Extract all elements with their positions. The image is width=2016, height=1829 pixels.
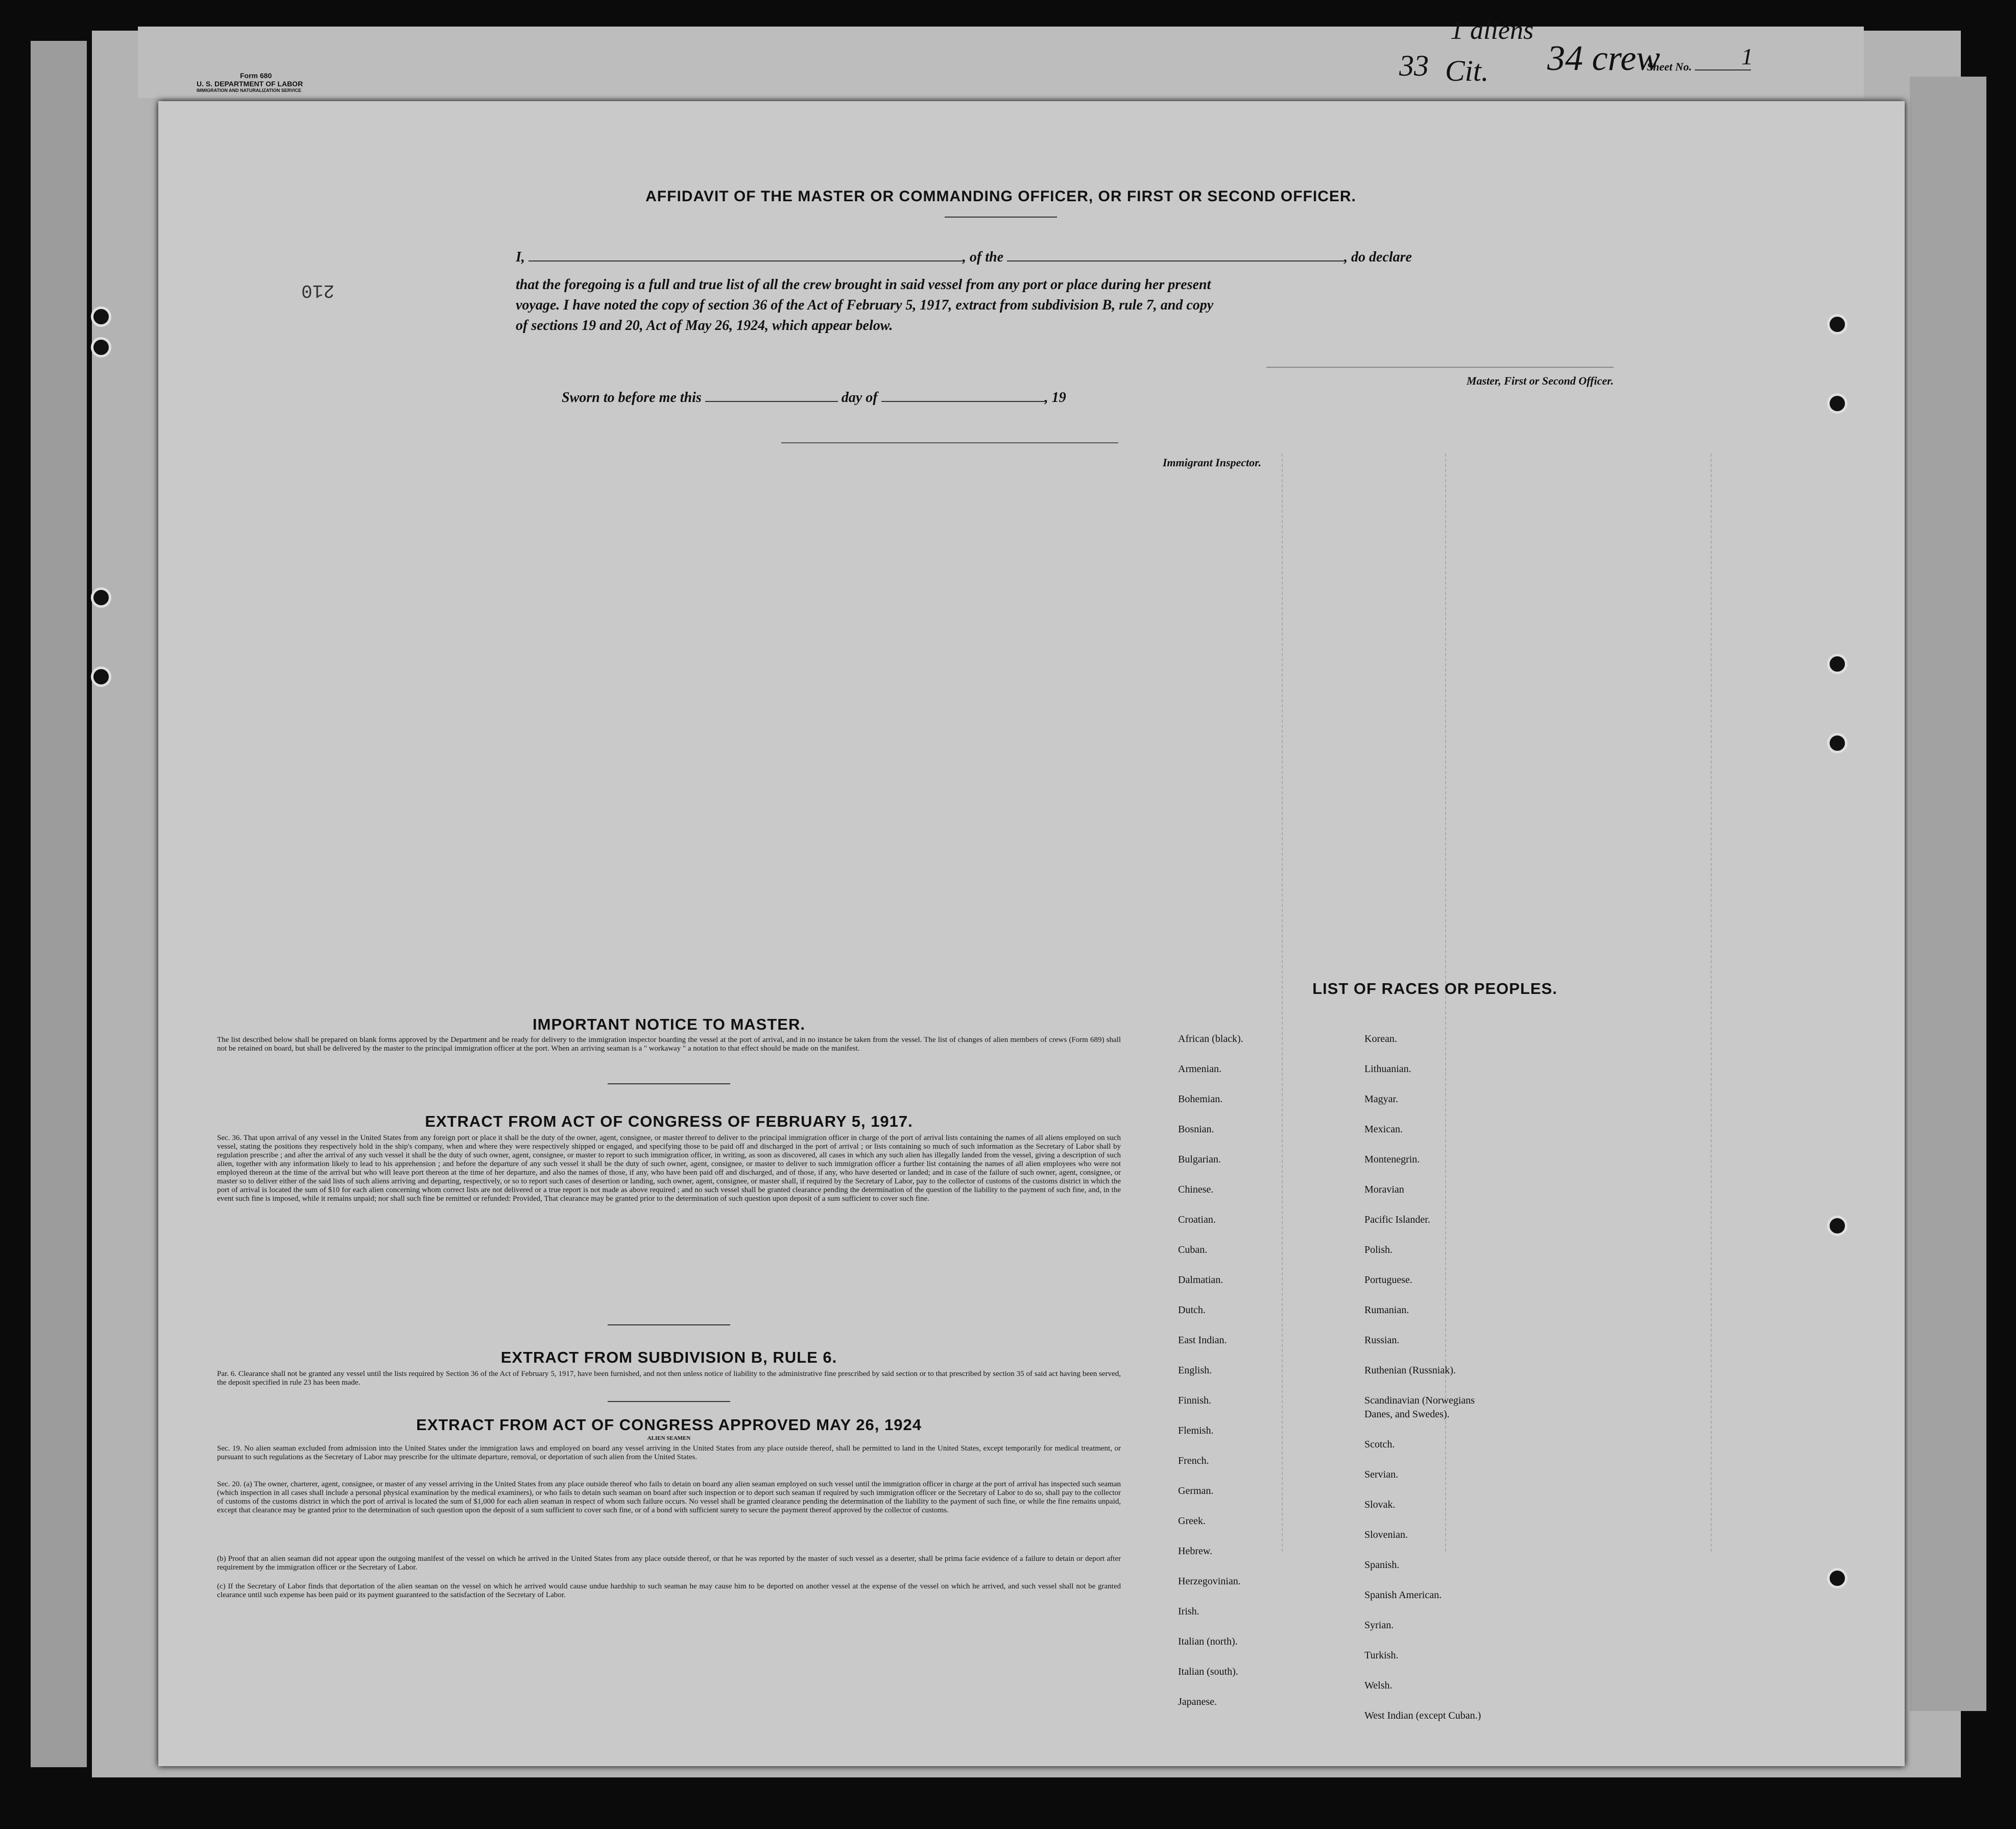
declarant-name-field[interactable] — [529, 260, 963, 262]
declare-label: , do declare — [1344, 249, 1412, 265]
race-entry: Bulgarian. — [1178, 1154, 1221, 1165]
race-entry: Rumanian. — [1364, 1304, 1409, 1316]
race-entry: Japanese. — [1178, 1696, 1217, 1707]
handwritten-cit: Cit. — [1445, 54, 1489, 87]
statement-line-3: of sections 19 and 20, Act of May 26, 1924, which appear below. — [516, 318, 893, 334]
race-entry: Spanish. — [1364, 1559, 1400, 1571]
notice-body: The list described below shall be prepared on blank forms approved by the Department and be ready for delivery to the immigration inspector boarding the vessel at the port of arrival, and in no instance be taken from the vessel. The list of changes of alien members of crews (Form 689) shall not be retained on board, but shall be delivered by the master to the principal immigration officer at the port. When an arriving seaman is a " workaway " a notation to that effect should be made on the manifest. — [217, 1036, 1121, 1053]
race-entry: Irish. — [1178, 1606, 1199, 1617]
race-entry: Syrian. — [1364, 1620, 1394, 1631]
handwritten-aliens-note: 1 aliens — [1450, 16, 1534, 45]
binder-hole — [1827, 733, 1847, 753]
extract-1924-sec19: Sec. 19. No alien seaman excluded from admission into the United States under the immigration laws and employed on board any vessel arriving in the United States from any place outside thereof, shall be permitted to land in the United States, except temporarily for medical treatment, or pursuant to such regulations as the Secretary of Labor may prescribe for the ultimate departure, removal, or deportation of such alien from the United States. — [217, 1444, 1121, 1461]
inspector-caption: Immigrant Inspector. — [1162, 456, 1261, 469]
race-entry: Pacific Islander. — [1364, 1214, 1430, 1225]
race-entry: Scotch. — [1364, 1439, 1395, 1450]
race-entry: Herzegovinian. — [1178, 1576, 1241, 1587]
race-entry: Russian. — [1364, 1335, 1400, 1346]
notice-rule — [608, 1083, 730, 1084]
race-entry: Italian (south). — [1178, 1666, 1238, 1677]
bleed-through-column-1 — [1282, 454, 1385, 1552]
race-entry: Lithuanian. — [1364, 1063, 1411, 1075]
i-label: I, — [516, 249, 525, 265]
handwritten-sheet-number: 1 — [1741, 43, 1753, 69]
sheet-number-label: Sheet No. — [1647, 60, 1751, 74]
race-entry: English. — [1178, 1365, 1212, 1376]
race-entry: Danes, and Swedes). — [1364, 1409, 1450, 1420]
binder-hole — [1827, 1568, 1847, 1588]
race-entry: Italian (north). — [1178, 1636, 1238, 1647]
race-entry: Cuban. — [1178, 1244, 1208, 1255]
of-the-label: , of the — [962, 249, 1004, 265]
race-entry: German. — [1178, 1485, 1214, 1497]
race-entry: Portuguese. — [1364, 1274, 1412, 1286]
race-entry: Croatian. — [1178, 1214, 1216, 1225]
extract-1924-subtitle: ALIEN SEAMEN — [647, 1435, 691, 1441]
race-entry: Moravian — [1364, 1184, 1404, 1195]
day-of-label: day of — [841, 390, 878, 406]
race-entry: Servian. — [1364, 1469, 1399, 1480]
bleed-through-column-3 — [1711, 454, 1865, 1552]
race-entry: French. — [1178, 1455, 1209, 1466]
vessel-name-field[interactable] — [1007, 260, 1344, 262]
race-entry: Slovenian. — [1364, 1529, 1408, 1540]
race-entry: Montenegrin. — [1364, 1154, 1420, 1165]
race-entry: Korean. — [1364, 1033, 1397, 1044]
service-name: IMMIGRATION AND NATURALIZATION SERVICE — [197, 88, 301, 93]
race-entry: Flemish. — [1178, 1425, 1214, 1436]
sworn-label: Sworn to before me this — [562, 390, 702, 406]
binder-hole — [91, 306, 111, 327]
notice-title: IMPORTANT NOTICE TO MASTER. — [533, 1015, 805, 1033]
sworn-month-field[interactable] — [881, 400, 1045, 402]
affidavit-statement — [516, 275, 1639, 336]
binder-hole — [1827, 654, 1847, 674]
binder-hole — [1827, 393, 1847, 414]
inspector-signature-line — [781, 442, 1118, 443]
extract-1924-sec20c: (c) If the Secretary of Labor finds that deportation of the alien seaman on the vessel on which he arrived would cause undue hardship to such seaman he may cause him to be deported on another vessel at the expense of the vessel on which he arrived, and such vessel shall not be granted clearance until such expense has been paid or its payment guaranteed to the satisfaction of the Secretary of Labor. — [217, 1582, 1121, 1599]
race-entry: Scandinavian (Norwegians — [1364, 1395, 1475, 1406]
subdivision-rule — [608, 1401, 730, 1402]
race-entry: Turkish. — [1364, 1650, 1399, 1661]
sworn-line — [562, 390, 1328, 406]
race-entry: Finnish. — [1178, 1395, 1212, 1406]
extract-1917-rule — [608, 1324, 730, 1325]
race-entry: Bohemian. — [1178, 1094, 1223, 1105]
race-entry: Polish. — [1364, 1244, 1393, 1255]
signature-caption: Master, First or Second Officer. — [1466, 374, 1614, 387]
race-entry: Dalmatian. — [1178, 1274, 1223, 1286]
signature-line — [1266, 367, 1614, 368]
race-entry: Magyar. — [1364, 1094, 1399, 1105]
extract-1924-sec20b: (b) Proof that an alien seaman did not appear upon the outgoing manifest of the vessel on which he arrived in the United States from any place outside thereof, or that he was reported by the master of such vessel as a deserter, shall be prima facie evidence of a failure to detain or deport after requirement by the immigration officer or the Secretary of Labor. — [217, 1555, 1121, 1572]
bleed-through-column-2 — [1445, 454, 1650, 1552]
binder-hole — [91, 587, 111, 608]
race-entry: Spanish American. — [1364, 1589, 1442, 1601]
statement-line-2: voyage. I have noted the copy of section 36 of the Act of February 5, 1917, extract from subdivision B, rule 7, and copy — [516, 297, 1214, 313]
extract-1917-title: EXTRACT FROM ACT OF CONGRESS OF FEBRUARY 5, 1917. — [425, 1112, 913, 1130]
department-name: U. S. DEPARTMENT OF LABOR — [197, 80, 303, 88]
race-entry: Welsh. — [1364, 1680, 1393, 1691]
affidavit-title-rule — [945, 217, 1057, 218]
form-number: Form 680 — [240, 72, 272, 80]
binder-hole — [91, 667, 111, 687]
race-entry: Greek. — [1178, 1515, 1206, 1527]
race-entry: Bosnian. — [1178, 1124, 1214, 1135]
binder-hole — [1827, 1216, 1847, 1236]
race-entry: Chinese. — [1178, 1184, 1214, 1195]
year-label: , 19 — [1044, 390, 1066, 406]
race-entry: West Indian (except Cuban.) — [1364, 1710, 1481, 1721]
race-entry: Mexican. — [1364, 1124, 1403, 1135]
handwritten-crew-count: 34 crew — [1547, 39, 1660, 78]
races-title: LIST OF RACES OR PEOPLES. — [1312, 980, 1557, 997]
subdivision-body: Par. 6. Clearance shall not be granted any vessel until the lists required by Section 36 of the Act of February 5, 1917, have been furnished, and not then unless notice of liability to the administrative fine prescribed by said section or to that prescribed by section 35 of said act having been served, the deposit specified in rule 23 has been made. — [217, 1370, 1121, 1387]
sworn-day-field[interactable] — [705, 400, 838, 402]
race-entry: Ruthenian (Russniak). — [1364, 1365, 1456, 1376]
declarant-line — [516, 249, 1639, 266]
race-entry: East Indian. — [1178, 1335, 1227, 1346]
extract-1917-body: Sec. 36. That upon arrival of any vessel in the United States from any foreign port or place it shall be the duty of the owner, agent, consignee, or master thereof to deliver to the principal immigration officer in charge of the port of arrival lists containing the names of all aliens employed on such vessel, stating the positions they respectively hold in the ship's company, when and where they were respectively shipped or engaged, and specifying those to be paid off and discharged in the port of arrival ; or lists containing so much of such information as the Secretary of Labor shall by regulation prescribe ; and after the arrival of any such vessel it shall be the duty of such owner, agent, consignee, or master to report to such immigration officer, in writing, as soon as discovered, all cases in which any such alien has illegally landed from the vessel, giving a description of such alien, together with any information likely to lead to his apprehension ; and before the departure of any such vessel it shall be the duty of such owner, agent, consignee, or master to deliver to such immigration officer a further list containing the names of all alien employees who were not employed thereon at the time of the arrival but who will leave port thereon at the time of her departure, and also the names of those, if any, who have been paid off and discharged, and of those, if any, who have deserted or landed; and in case of the failure of such owner, agent, consignee, or master so to deliver either of the said lists of such aliens arriving and departing, respectively, or so to report such cases of desertion or landing, such owner, agent, consignee, or master shall, if required by the Secretary of Labor, pay to the collector of customs of the customs district in which the port of arrival is located the sum of $10 for each alien concerning whom correct lists are not delivered or a true report is not made as above required ; and no such vessel shall be granted clearance pending the determination of the question of the liability to the payment of such fine, and, in the event such fine is imposed, while it remains unpaid; nor shall such fine be remitted or refunded: Provided, That clearance may be granted prior to the determination of such question upon deposit of a sum sufficient to cover such fine. — [217, 1134, 1121, 1203]
binder-hole — [1827, 314, 1847, 335]
binder-hole — [91, 337, 111, 358]
extract-1924-title: EXTRACT FROM ACT OF CONGRESS APPROVED MAY 26, 1924 — [416, 1416, 922, 1434]
race-entry: Slovak. — [1364, 1499, 1396, 1510]
affidavit-title: AFFIDAVIT OF THE MASTER OR COMMANDING OFFICER, OR FIRST OR SECOND OFFICER. — [645, 188, 1356, 205]
handwritten-count: 33 — [1399, 49, 1429, 82]
race-entry: Dutch. — [1178, 1304, 1206, 1316]
race-entry: Hebrew. — [1178, 1546, 1213, 1557]
back-sheet-left — [31, 41, 87, 1767]
race-entry: African (black). — [1178, 1033, 1243, 1044]
statement-line-1: that the foregoing is a full and true list of all the crew brought in said vessel from any port or place during her present — [516, 277, 1211, 293]
race-entry: Armenian. — [1178, 1063, 1221, 1075]
back-sheet-right — [1910, 77, 1986, 1711]
stamp-number: 210 — [301, 280, 334, 301]
extract-1924-sec20a: Sec. 20. (a) The owner, charterer, agent, consignee, or master of any vessel arriving in the United States from any place outside thereof who fails to detain on board any alien seaman employed on such vessel until the immigration officer in charge at the port of arrival has inspected such seaman (which inspection in all cases shall include a personal physical examination by the medical examiners), or who fails to detain such seaman on board after such inspection or to deport such seaman if required by such immigration officer or the Secretary of Labor to do so, shall pay to the collector of customs of the customs district in which the port of arrival is located the sum of $1,000 for each alien seaman in respect of whom such failure occurs. No vessel shall be granted clearance pending the determination of the liability to the payment of such fine, or while the fine remains unpaid, except that clearance may be granted prior to the determination of such question upon the deposit of a sum sufficient to cover such fine, or of a bond with sufficient surety to secure the payment thereof approved by the collector of customs. — [217, 1480, 1121, 1514]
affidavit-sheet — [158, 101, 1905, 1766]
subdivision-title: EXTRACT FROM SUBDIVISION B, RULE 6. — [500, 1348, 837, 1366]
